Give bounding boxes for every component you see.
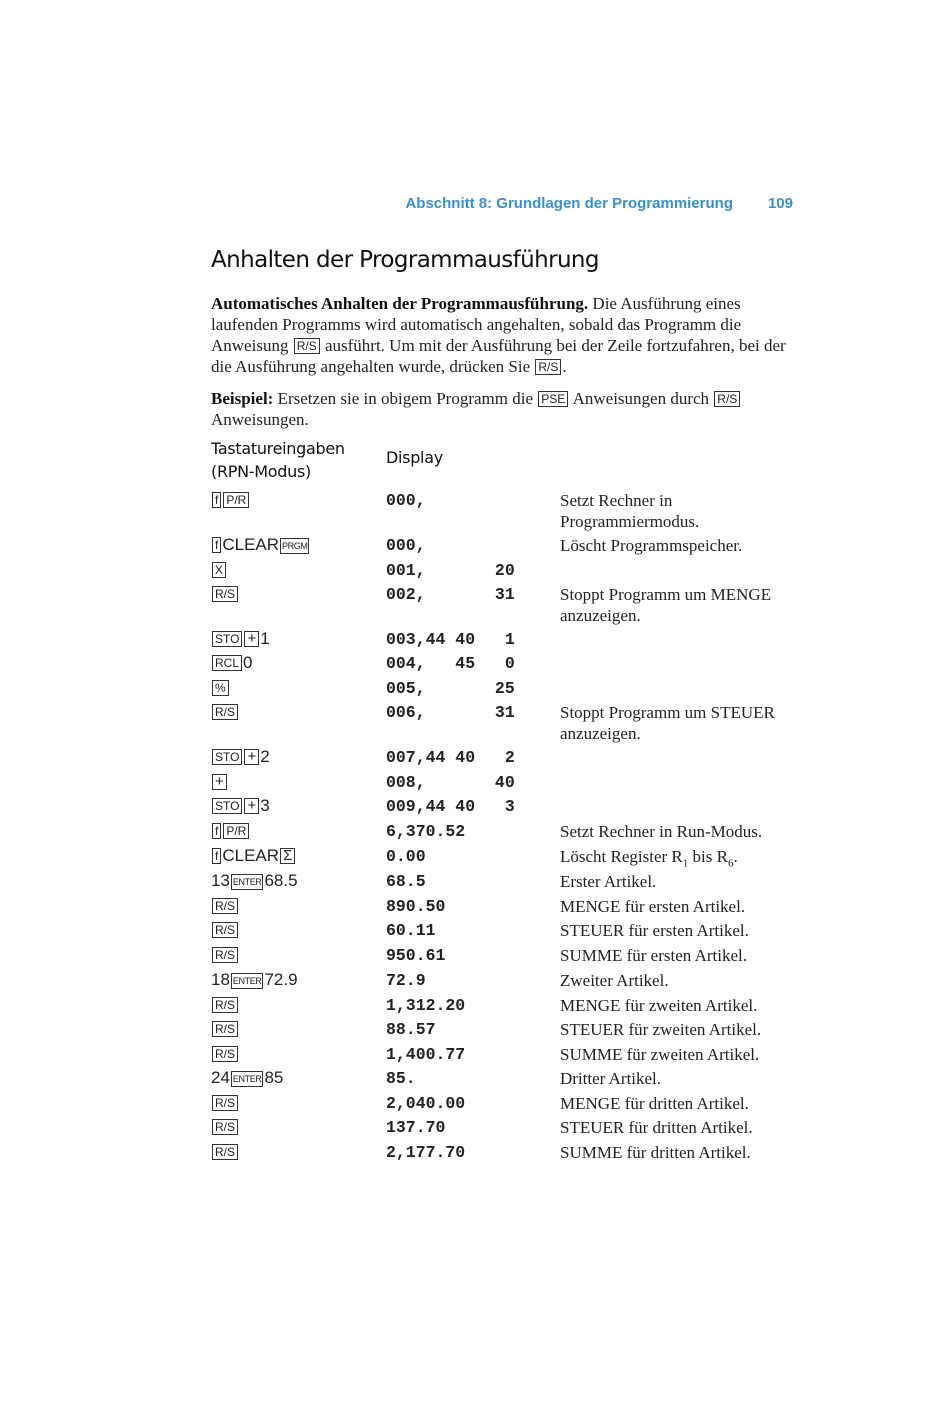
description-cell: MENGE für ersten Artikel. bbox=[560, 897, 746, 916]
description-cell: SUMME für dritten Artikel. bbox=[560, 1143, 751, 1162]
display-cell: 88.57 bbox=[386, 1020, 436, 1039]
calculator-key: R/S bbox=[212, 1021, 238, 1037]
calculator-key: + bbox=[244, 749, 259, 765]
display-cell: 000, bbox=[386, 536, 426, 555]
calculator-key: R/S bbox=[212, 922, 238, 938]
calculator-key: R/S bbox=[212, 1095, 238, 1111]
example-text-2: Anweisungen durch bbox=[569, 389, 714, 408]
intro-paragraph bbox=[211, 293, 793, 377]
keystroke-cell bbox=[211, 772, 228, 792]
display-cell: 60.11 bbox=[386, 921, 436, 940]
display-cell: 002, 31 bbox=[386, 585, 515, 604]
keystroke-cell bbox=[211, 490, 250, 510]
key-text: CLEAR bbox=[222, 535, 280, 554]
calculator-key: R/S bbox=[212, 898, 238, 914]
key-text: 85 bbox=[264, 1068, 284, 1087]
description-cell: MENGE für zweiten Artikel. bbox=[560, 996, 758, 1015]
key-text: 72.9 bbox=[264, 970, 298, 989]
display-cell: 85. bbox=[386, 1069, 416, 1088]
display-cell: 6,370.52 bbox=[386, 822, 466, 841]
calculator-key: + bbox=[244, 798, 259, 814]
keys-column-header bbox=[211, 437, 345, 483]
calculator-key: f bbox=[212, 537, 221, 553]
display-cell: 68.5 bbox=[386, 872, 426, 891]
description-cell: Erster Artikel. bbox=[560, 872, 657, 891]
calculator-key: R/S bbox=[212, 1119, 238, 1135]
description-cell: Löscht Programmspeicher. bbox=[560, 536, 743, 555]
key-text: 13 bbox=[211, 871, 230, 890]
calculator-key: STO bbox=[212, 631, 242, 647]
calculator-key: STO bbox=[212, 749, 242, 765]
calculator-key: P/R bbox=[223, 823, 249, 839]
display-cell: 1,400.77 bbox=[386, 1045, 466, 1064]
description-cell: MENGE für dritten Artikel. bbox=[560, 1094, 749, 1113]
description-cell: Setzt Rechner in Programmiermodus. bbox=[560, 491, 700, 531]
calculator-key: % bbox=[212, 680, 229, 696]
keystroke-cell bbox=[211, 871, 298, 891]
description-text: . bbox=[733, 847, 738, 866]
description-cell: Zweiter Artikel. bbox=[560, 971, 669, 990]
calculator-key: + bbox=[244, 631, 259, 647]
description-cell: SUMME für zweiten Artikel. bbox=[560, 1045, 760, 1064]
keystroke-cell bbox=[211, 1142, 239, 1162]
display-cell: 009,44 40 3 bbox=[386, 797, 515, 816]
pause-key: PSE bbox=[538, 391, 568, 407]
key-text: 0 bbox=[243, 653, 253, 672]
display-cell: 003,44 40 1 bbox=[386, 630, 515, 649]
calculator-key: f bbox=[212, 848, 221, 864]
display-column-header: Display bbox=[386, 448, 443, 467]
intro-text-3: . bbox=[562, 357, 567, 376]
register-subscript: 1 bbox=[682, 857, 689, 870]
display-cell: 005, 25 bbox=[386, 679, 515, 698]
keystroke-cell bbox=[211, 995, 239, 1015]
display-cell: 000, bbox=[386, 491, 426, 510]
display-cell: 137.70 bbox=[386, 1118, 446, 1137]
display-cell: 890.50 bbox=[386, 897, 446, 916]
run-stop-key: R/S bbox=[535, 359, 561, 375]
calculator-key: f bbox=[212, 492, 221, 508]
keystroke-cell bbox=[211, 970, 298, 990]
intro-text-1: Die Ausführung eines laufenden Programms wird automatisch angehalten, sobald das Programm die Anweisung bbox=[211, 294, 742, 355]
description-text: bis R bbox=[688, 847, 728, 866]
display-cell: 2,040.00 bbox=[386, 1094, 466, 1113]
calculator-key: + bbox=[212, 774, 227, 790]
calculator-key: STO bbox=[212, 798, 242, 814]
key-text: 3 bbox=[260, 796, 270, 815]
display-cell: 72.9 bbox=[386, 971, 426, 990]
keystroke-cell bbox=[211, 846, 296, 866]
calculator-key: R/S bbox=[212, 704, 238, 720]
calculator-key: X bbox=[212, 562, 226, 578]
description-cell: Setzt Rechner in Run-Modus. bbox=[560, 822, 763, 841]
description-cell: STEUER für ersten Artikel. bbox=[560, 921, 749, 940]
calculator-key: f bbox=[212, 823, 221, 839]
description-cell: Stoppt Programm um STEUER anzuzeigen. bbox=[560, 703, 775, 743]
calculator-key: RCL bbox=[212, 655, 242, 671]
description-cell: STEUER für zweiten Artikel. bbox=[560, 1020, 762, 1039]
intro-bold: Automatisches Anhalten der Programmausführung. bbox=[211, 294, 589, 313]
keystroke-cell bbox=[211, 678, 230, 698]
key-text: 18 bbox=[211, 970, 230, 989]
example-text-3: Anweisungen. bbox=[211, 410, 309, 429]
keystroke-cell bbox=[211, 747, 270, 767]
description-text: Löscht Register R bbox=[560, 847, 683, 866]
key-text: 68.5 bbox=[264, 871, 298, 890]
page-title: Anhalten der Programmausführung bbox=[211, 247, 599, 273]
run-stop-key: R/S bbox=[714, 391, 740, 407]
keys-header-line-2: (RPN-Modus) bbox=[211, 462, 311, 481]
display-cell: 008, 40 bbox=[386, 773, 515, 792]
display-cell: 004, 45 0 bbox=[386, 654, 515, 673]
calculator-key: P/R bbox=[223, 492, 249, 508]
page-number: 109 bbox=[767, 195, 793, 212]
keystroke-cell bbox=[211, 1019, 239, 1039]
keystroke-cell bbox=[211, 1117, 239, 1137]
description-cell: SUMME für ersten Artikel. bbox=[560, 946, 747, 965]
key-text: 2 bbox=[260, 747, 270, 766]
keystroke-cell bbox=[211, 584, 239, 604]
calculator-key: R/S bbox=[212, 997, 238, 1013]
keystroke-cell bbox=[211, 796, 270, 816]
keystroke-cell bbox=[211, 702, 239, 722]
keystroke-cell bbox=[211, 896, 239, 916]
key-text: 1 bbox=[260, 629, 270, 648]
calculator-key: R/S bbox=[212, 1046, 238, 1062]
keystroke-cell bbox=[211, 821, 250, 841]
display-cell: 001, 20 bbox=[386, 561, 515, 580]
register-subscript: 6 bbox=[727, 857, 734, 870]
description-cell: Dritter Artikel. bbox=[560, 1069, 662, 1088]
keystroke-cell bbox=[211, 560, 227, 580]
display-cell: 2,177.70 bbox=[386, 1143, 466, 1162]
keys-header-line-1: Tastatureingaben bbox=[211, 439, 345, 458]
calculator-key: R/S bbox=[212, 586, 238, 602]
example-paragraph bbox=[211, 388, 793, 430]
description-cell: Stoppt Programm um MENGE anzuzeigen. bbox=[560, 585, 772, 625]
calculator-key: R/S bbox=[212, 1144, 238, 1160]
calculator-key: ENTER bbox=[231, 1071, 264, 1087]
calculator-key: Σ bbox=[280, 848, 295, 864]
keystroke-cell bbox=[211, 629, 270, 649]
section-title: Abschnitt 8: Grundlagen der Programmierung bbox=[405, 195, 733, 212]
display-cell: 0.00 bbox=[386, 847, 426, 866]
calculator-key: PRGM bbox=[280, 538, 309, 554]
display-cell: 1,312.20 bbox=[386, 996, 466, 1015]
key-text: 24 bbox=[211, 1068, 230, 1087]
keystroke-cell bbox=[211, 535, 310, 555]
calculator-key: ENTER bbox=[231, 874, 264, 890]
example-text-1: Ersetzen sie in obigem Programm die bbox=[273, 389, 538, 408]
keystroke-cell bbox=[211, 653, 252, 673]
keystroke-cell bbox=[211, 1068, 283, 1088]
display-cell: 007,44 40 2 bbox=[386, 748, 515, 767]
display-cell: 006, 31 bbox=[386, 703, 515, 722]
description-cell: STEUER für dritten Artikel. bbox=[560, 1118, 753, 1137]
run-stop-key: R/S bbox=[294, 338, 320, 354]
keystroke-cell bbox=[211, 945, 239, 965]
display-cell: 950.61 bbox=[386, 946, 446, 965]
keystroke-cell bbox=[211, 1044, 239, 1064]
example-bold: Beispiel: bbox=[211, 389, 274, 408]
keystroke-cell bbox=[211, 1093, 239, 1113]
keystroke-cell bbox=[211, 920, 239, 940]
calculator-key: R/S bbox=[212, 947, 238, 963]
intro-text-2: ausführt. Um mit der Ausführung bei der Zeile fortzufahren, bei der die Ausführung angehalten wurde, drücken Sie bbox=[211, 336, 786, 376]
key-text: CLEAR bbox=[222, 846, 280, 865]
calculator-key: ENTER bbox=[231, 973, 264, 989]
